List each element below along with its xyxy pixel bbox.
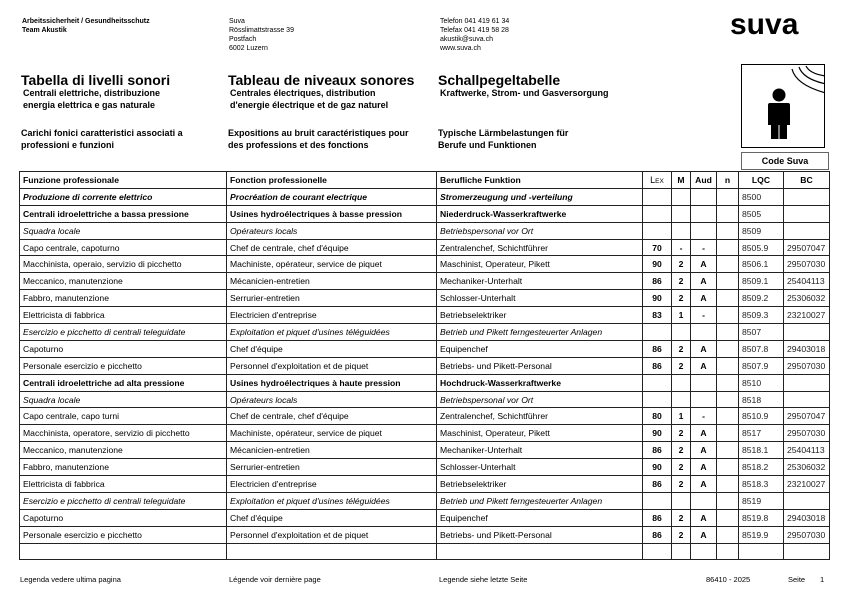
cell-de: Schlosser-Unterhalt (437, 459, 643, 476)
table-header-row (20, 172, 830, 189)
table-row (20, 273, 830, 290)
cell-lqc: 8518.3 (739, 476, 784, 493)
cell-it: Squadra locale (20, 391, 227, 408)
cell-bc: 25306032 (784, 290, 830, 307)
table-row (20, 543, 830, 560)
cell-m (672, 188, 691, 205)
cell-lqc: 8505.9 (739, 239, 784, 256)
cell-lex (643, 222, 672, 239)
cell-aud: A (691, 526, 717, 543)
cell-n (717, 476, 739, 493)
cell-it: Meccanico, manutenzione (20, 273, 227, 290)
cell-n (717, 340, 739, 357)
cell-lqc: 8507.9 (739, 357, 784, 374)
title-fr: Tableau de niveaux sonores (228, 72, 415, 88)
subtitle-it-1: Centrali elettriche, distribuzione (23, 88, 161, 98)
cell-de: Maschinist, Operateur, Pikett (437, 256, 643, 273)
cell-fr: Usines hydroélectriques à basse pression (227, 205, 437, 222)
cell-lqc: 8519.9 (739, 526, 784, 543)
cell-fr: Machiniste, opérateur, service de piquet (227, 256, 437, 273)
cell-bc (784, 205, 830, 222)
cell-m: 2 (672, 290, 691, 307)
title-de: Schallpegeltabelle (438, 72, 561, 88)
table-row (20, 188, 830, 205)
cell-m: 2 (672, 357, 691, 374)
table-row (20, 442, 830, 459)
cell-bc: 29507030 (784, 357, 830, 374)
cell-lex: 80 (643, 408, 672, 425)
cell-aud: A (691, 459, 717, 476)
cell-de: Betriebselektriker (437, 476, 643, 493)
cell-m (672, 222, 691, 239)
cell-n (717, 324, 739, 341)
cell-lqc: 8519.8 (739, 509, 784, 526)
cell-n (717, 459, 739, 476)
cell-bc (784, 391, 830, 408)
cell-m (672, 543, 691, 560)
header-lqc: LQC (739, 172, 784, 189)
contact-block (440, 17, 509, 53)
header-fr: Fonction professionelle (227, 172, 437, 189)
cell-lqc: 8509.3 (739, 307, 784, 324)
cell-lqc: 8507 (739, 324, 784, 341)
cell-aud (691, 374, 717, 391)
table-row (20, 476, 830, 493)
cell-de: Betriebspersonal vor Ort (437, 222, 643, 239)
cell-bc: 29403018 (784, 340, 830, 357)
table-row (20, 290, 830, 307)
cell-aud: A (691, 357, 717, 374)
cell-lqc: 8518 (739, 391, 784, 408)
cell-it: Esercizio e picchetto di centrali teleguidate (20, 492, 227, 509)
table-row (20, 357, 830, 374)
cell-n (717, 442, 739, 459)
table-row (20, 391, 830, 408)
cell-bc: 25306032 (784, 459, 830, 476)
cell-fr: Serrurier-entretien (227, 459, 437, 476)
cell-lex: 90 (643, 290, 672, 307)
cell-m: 2 (672, 340, 691, 357)
cell-bc: 25404113 (784, 442, 830, 459)
cell-de: Schlosser-Unterhalt (437, 290, 643, 307)
cell-aud: - (691, 408, 717, 425)
desc-fr-2: des professions et des fonctions (228, 139, 369, 150)
cell-aud (691, 543, 717, 560)
cell-m: 1 (672, 408, 691, 425)
cell-lex (643, 543, 672, 560)
cell-fr: Electricien d'entreprise (227, 307, 437, 324)
cell-de: Stromerzeugung und -verteilung (437, 188, 643, 205)
cell-bc: 23210027 (784, 307, 830, 324)
cell-aud (691, 222, 717, 239)
cell-m (672, 374, 691, 391)
table-row (20, 256, 830, 273)
cell-m (672, 324, 691, 341)
cell-lex: 86 (643, 340, 672, 357)
cell-lqc: 8500 (739, 188, 784, 205)
cell-de: Mechaniker-Unterhalt (437, 273, 643, 290)
cell-fr (227, 543, 437, 560)
cell-fr: Chef de centrale, chef d'équipe (227, 408, 437, 425)
cell-m (672, 492, 691, 509)
cell-fr: Machiniste, opérateur, service de piquet (227, 425, 437, 442)
cell-it (20, 543, 227, 560)
cell-it: Capoturno (20, 340, 227, 357)
cell-it: Personale esercizio e picchetto (20, 357, 227, 374)
cell-it: Centrali idroelettriche ad alta pressione (20, 374, 227, 391)
cell-n (717, 492, 739, 509)
fax: Telefax 041 419 58 28 (440, 27, 509, 34)
cell-fr: Personnel d'exploitation et de piquet (227, 526, 437, 543)
cell-bc: 29403018 (784, 509, 830, 526)
cell-bc: 23210027 (784, 476, 830, 493)
cell-bc (784, 324, 830, 341)
email-link[interactable]: akustik@suva.ch (440, 36, 494, 43)
cell-m: 1 (672, 307, 691, 324)
cell-bc: 25404113 (784, 273, 830, 290)
header-bc: BC (784, 172, 830, 189)
cell-lex: 86 (643, 357, 672, 374)
desc-it-1: Carichi fonici caratteristici associati a (21, 128, 183, 138)
title-it: Tabella di livelli sonori (21, 72, 171, 88)
department-name: Arbeitssicherheit / Gesundheitsschutz (22, 18, 150, 25)
cell-de: Betriebs- und Pikett-Personal (437, 526, 643, 543)
page-number: 1 (820, 575, 825, 584)
cell-it: Produzione di corrente elettrico (20, 188, 227, 205)
cell-bc: 29507030 (784, 526, 830, 543)
header-lex: LEX (643, 172, 672, 189)
cell-n (717, 391, 739, 408)
cell-lqc: 8506.1 (739, 256, 784, 273)
address-line: 6002 Luzern (229, 45, 268, 52)
cell-aud: A (691, 273, 717, 290)
cell-it: Elettricista di fabbrica (20, 307, 227, 324)
cell-aud: - (691, 307, 717, 324)
cell-n (717, 374, 739, 391)
cell-lqc: 8509.1 (739, 273, 784, 290)
cell-aud: A (691, 256, 717, 273)
cell-it: Macchinista, operaio, servizio di picchetto (20, 256, 227, 273)
cell-bc (784, 374, 830, 391)
cell-n (717, 290, 739, 307)
cell-it: Capoturno (20, 509, 227, 526)
address-line: Postfach (229, 36, 257, 43)
cell-fr: Chef d'équipe (227, 509, 437, 526)
cell-bc (784, 222, 830, 239)
cell-n (717, 307, 739, 324)
cell-fr: Exploitation et piquet d'usines téléguidées (227, 324, 437, 341)
table-row (20, 459, 830, 476)
cell-lqc: 8509.2 (739, 290, 784, 307)
cell-n (717, 408, 739, 425)
cell-bc (784, 188, 830, 205)
suva-logo: suva (730, 8, 799, 41)
table-row (20, 340, 830, 357)
footer-legend-it: Legenda vedere ultima pagina (20, 575, 121, 584)
cell-m: - (672, 239, 691, 256)
cell-aud: A (691, 509, 717, 526)
phone: Telefon 041 419 61 34 (440, 18, 510, 25)
cell-fr: Mécanicien-entretien (227, 442, 437, 459)
noise-level-table (19, 171, 830, 560)
cell-it: Capo centrale, capo turni (20, 408, 227, 425)
cell-de: Zentralenchef, Schichtführer (437, 408, 643, 425)
cell-fr: Chef d'équipe (227, 340, 437, 357)
header-n: n (717, 172, 739, 189)
table-row (20, 408, 830, 425)
cell-fr: Personnel d'exploitation et de piquet (227, 357, 437, 374)
cell-m (672, 205, 691, 222)
cell-de (437, 543, 643, 560)
cell-n (717, 256, 739, 273)
cell-lqc: 8518.1 (739, 442, 784, 459)
cell-n (717, 205, 739, 222)
cell-aud: A (691, 340, 717, 357)
cell-it: Esercizio e picchetto di centrali teleguidate (20, 324, 227, 341)
cell-lex (643, 492, 672, 509)
cell-de: Betriebselektriker (437, 307, 643, 324)
cell-lex: 70 (643, 239, 672, 256)
desc-de-2: Berufe und Funktionen (438, 139, 537, 150)
cell-it: Macchinista, operatore, servizio di picchetto (20, 425, 227, 442)
cell-bc: 29507030 (784, 256, 830, 273)
cell-de: Maschinist, Operateur, Pikett (437, 425, 643, 442)
cell-aud: A (691, 425, 717, 442)
cell-m: 2 (672, 526, 691, 543)
desc-fr-1: Expositions au bruit caractéristiques pour (228, 128, 409, 138)
website-link[interactable]: www.suva.ch (440, 45, 481, 52)
cell-fr: Usines hydroélectriques à haute pression (227, 374, 437, 391)
cell-n (717, 222, 739, 239)
cell-de: Betrieb und Pikett ferngesteuerter Anlagen (437, 324, 643, 341)
cell-lqc: 8519 (739, 492, 784, 509)
cell-it: Capo centrale, capoturno (20, 239, 227, 256)
table-row (20, 239, 830, 256)
cell-lex (643, 188, 672, 205)
code-suva-label: Code Suva (741, 152, 829, 170)
cell-n (717, 425, 739, 442)
cell-de: Betrieb und Pikett ferngesteuerter Anlagen (437, 492, 643, 509)
document-number: 86410 - 2025 (706, 575, 751, 584)
cell-lqc (739, 543, 784, 560)
table-row (20, 307, 830, 324)
cell-de: Betriebspersonal vor Ort (437, 391, 643, 408)
cell-de: Betriebs- und Pikett-Personal (437, 357, 643, 374)
title-block-fr (228, 72, 438, 151)
cell-m: 2 (672, 459, 691, 476)
cell-n (717, 543, 739, 560)
cell-m: 2 (672, 425, 691, 442)
cell-fr: Chef de centrale, chef d'équipe (227, 239, 437, 256)
header-it: Funzione professionale (20, 172, 227, 189)
cell-lex (643, 374, 672, 391)
address-block (229, 17, 294, 53)
table-row (20, 324, 830, 341)
cell-fr: Opérateurs locals (227, 222, 437, 239)
cell-it: Centrali idroelettriche a bassa pressione (20, 205, 227, 222)
cell-m (672, 391, 691, 408)
footer-legend-de: Legende siehe letzte Seite (439, 575, 528, 584)
cell-lqc: 8518.2 (739, 459, 784, 476)
cell-m: 2 (672, 442, 691, 459)
cell-aud (691, 205, 717, 222)
table-row (20, 425, 830, 442)
cell-lex: 86 (643, 526, 672, 543)
cell-lex (643, 324, 672, 341)
cell-bc: 29507030 (784, 425, 830, 442)
cell-fr: Exploitation et piquet d'usines téléguidées (227, 492, 437, 509)
cell-fr: Serrurier-entretien (227, 290, 437, 307)
cell-it: Elettricista di fabbrica (20, 476, 227, 493)
table-row (20, 509, 830, 526)
cell-it: Squadra locale (20, 222, 227, 239)
cell-aud (691, 492, 717, 509)
cell-lqc: 8517 (739, 425, 784, 442)
header-m: M (672, 172, 691, 189)
table-row (20, 526, 830, 543)
cell-n (717, 239, 739, 256)
cell-lex: 90 (643, 459, 672, 476)
cell-n (717, 357, 739, 374)
cell-lex: 86 (643, 273, 672, 290)
cell-it: Fabbro, manutenzione (20, 459, 227, 476)
cell-lqc: 8507.8 (739, 340, 784, 357)
cell-lex: 90 (643, 256, 672, 273)
subtitle-fr-2: d'energie électrique et de gaz naturel (230, 99, 389, 110)
cell-m: 2 (672, 273, 691, 290)
cell-lex (643, 205, 672, 222)
header-de: Berufliche Funktion (437, 172, 643, 189)
address-line: Suva (229, 18, 245, 25)
cell-aud: A (691, 442, 717, 459)
cell-lex: 86 (643, 509, 672, 526)
cell-lqc: 8510 (739, 374, 784, 391)
team-name: Team Akustik (22, 27, 67, 34)
cell-bc (784, 492, 830, 509)
cell-n (717, 188, 739, 205)
table-row (20, 492, 830, 509)
cell-fr: Procréation de courant electrique (227, 188, 437, 205)
header-aud: Aud (691, 172, 717, 189)
cell-de: Mechaniker-Unterhalt (437, 442, 643, 459)
title-block-it (21, 72, 226, 151)
subtitle-it-2: energia elettrica e gas naturale (23, 99, 156, 110)
noise-exposure-person-icon (741, 64, 825, 148)
cell-m: 2 (672, 476, 691, 493)
cell-it: Meccanico, manutenzione (20, 442, 227, 459)
cell-de: Equipenchef (437, 509, 643, 526)
cell-de: Hochdruck-Wasserkraftwerke (437, 374, 643, 391)
cell-bc: 29507047 (784, 239, 830, 256)
cell-lqc: 8509 (739, 222, 784, 239)
table-row (20, 374, 830, 391)
cell-fr: Opérateurs locals (227, 391, 437, 408)
page-label: Seite (788, 575, 806, 584)
cell-it: Personale esercizio e picchetto (20, 526, 227, 543)
cell-aud: A (691, 476, 717, 493)
cell-fr: Electricien d'entreprise (227, 476, 437, 493)
subtitle-de-1: Kraftwerke, Strom- und Gasversorgung (440, 88, 609, 98)
cell-fr: Mécanicien-entretien (227, 273, 437, 290)
subtitle-fr-1: Centrales électriques, distribution (230, 88, 376, 98)
cell-lex: 86 (643, 476, 672, 493)
cell-bc: 29507047 (784, 408, 830, 425)
table-row (20, 222, 830, 239)
cell-lex: 90 (643, 425, 672, 442)
desc-it-2: professioni e funzioni (21, 139, 115, 150)
cell-lqc: 8505 (739, 205, 784, 222)
table-row (20, 205, 830, 222)
cell-n (717, 509, 739, 526)
cell-bc (784, 543, 830, 560)
title-block-de (438, 72, 718, 151)
address-line: Rösslimattstrasse 39 (229, 27, 294, 34)
cell-lex: 86 (643, 442, 672, 459)
cell-aud: A (691, 290, 717, 307)
cell-n (717, 273, 739, 290)
cell-lqc: 8510.9 (739, 408, 784, 425)
cell-aud (691, 391, 717, 408)
cell-aud (691, 324, 717, 341)
cell-de: Zentralenchef, Schichtführer (437, 239, 643, 256)
cell-aud: - (691, 239, 717, 256)
cell-it: Fabbro, manutenzione (20, 290, 227, 307)
cell-aud (691, 188, 717, 205)
cell-m: 2 (672, 509, 691, 526)
desc-de-1: Typische Lärmbelastungen für (438, 128, 569, 138)
cell-de: Niederdruck-Wasserkraftwerke (437, 205, 643, 222)
cell-n (717, 526, 739, 543)
cell-lex: 83 (643, 307, 672, 324)
footer-legend-fr: Légende voir dernière page (229, 575, 321, 584)
cell-de: Equipenchef (437, 340, 643, 357)
cell-m: 2 (672, 256, 691, 273)
cell-lex (643, 391, 672, 408)
